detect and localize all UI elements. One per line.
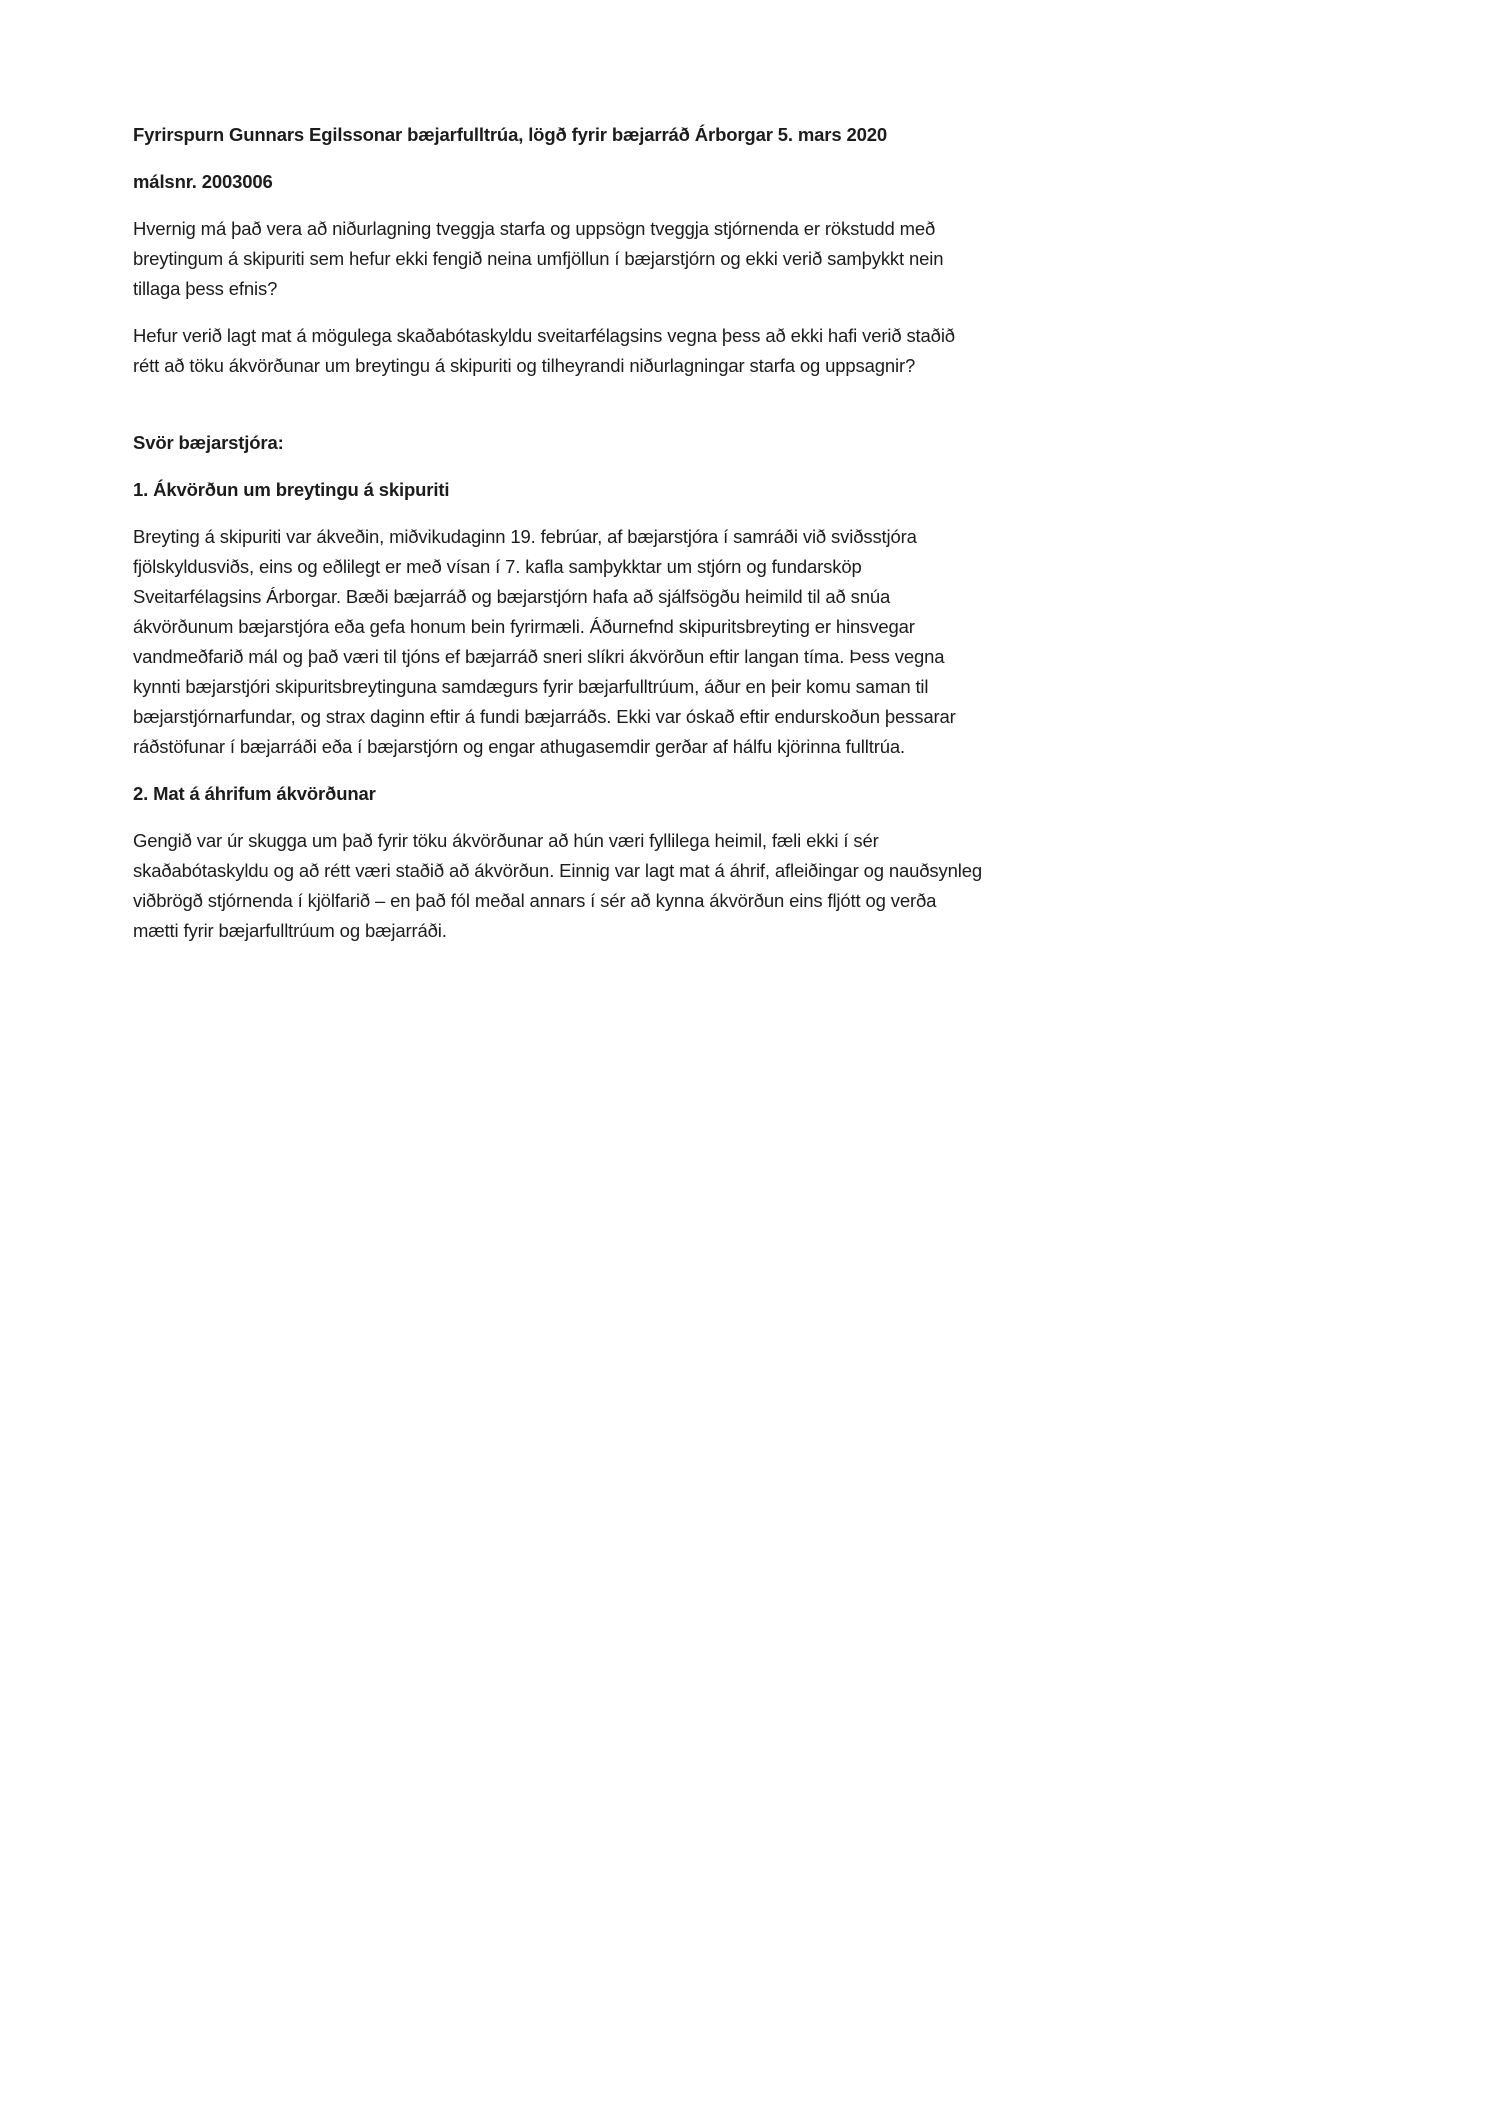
document-title: Fyrirspurn Gunnars Egilssonar bæjarfulltrúa, lögð fyrir bæjarráð Árborgar 5. mars 2020 [133,124,888,145]
answers-heading: Svör bæjarstjóra: [133,432,284,453]
question-paragraph-2: Hefur verið lagt mat á mögulega skaðabótaskyldu sveitarfélagsins vegna þess að ekki hafi verið staðið rétt að töku ákvörðunar um breytingu á skipuriti og tilheyrandi niðurlagningar starfa og uppsagnir? [133,325,955,376]
section-1-heading: 1. Ákvörðun um breytingu á skipuriti [133,479,450,500]
question-paragraph-1: Hvernig má það vera að niðurlagning tveggja starfa og uppsögn tveggja stjórnenda er rökstudd með breytingum á skipuriti sem hefur ekki fengið neina umfjöllun í bæjarstjórn og ekki verið samþykkt nein tillaga þess efnis? [133,218,944,299]
case-number: málsnr. 2003006 [133,171,273,192]
section-2-body: Gengið var úr skugga um það fyrir töku ákvörðunar að hún væri fyllilega heimil, fæli ekki í sér skaðabótaskyldu og að rétt væri staðið að ákvörðun. Einnig var lagt mat á áhrif, afleiðingar og nauðsynleg viðbrögð stjórnenda í kjölfarið – en það fól meðal annars í sér að kynna ákvörðun eins fljótt og verða mætti fyrir bæjarfulltrúum og bæjarráði. [133,830,982,941]
section-2-heading: 2. Mat á áhrifum ákvörðunar [133,783,376,804]
section-1-body: Breyting á skipuriti var ákveðin, miðvikudaginn 19. febrúar, af bæjarstjóra í samráði við sviðsstjóra fjölskyldusviðs, eins og eðlilegt er með vísan í 7. kafla samþykktar um stjórn og fundarsköp Sveitarfélagsins Árborgar. Bæði bæjarráð og bæjarstjórn hafa að sjálfsögðu heimild til að snúa ákvörðunum bæjarstjóra eða gefa honum bein fyrirmæli. Áðurnefnd skipuritsbreyting er hinsvegar vandmeðfarið mál og það væri til tjóns ef bæjarráð sneri slíkri ákvörðun eftir langan tíma. Þess vegna kynnti bæjarstjóri skipuritsbreytinguna samdægurs fyrir bæjarfulltrúum, áður en þeir komu saman til bæjarstjórnarfundar, og strax daginn eftir á fundi bæjarráðs. Ekki var óskað eftir endurskoðun þessarar ráðstöfunar í bæjarráði eða í bæjarstjórn og engar athugasemdir gerðar af hálfu kjörinna fulltrúa. [133,526,956,757]
